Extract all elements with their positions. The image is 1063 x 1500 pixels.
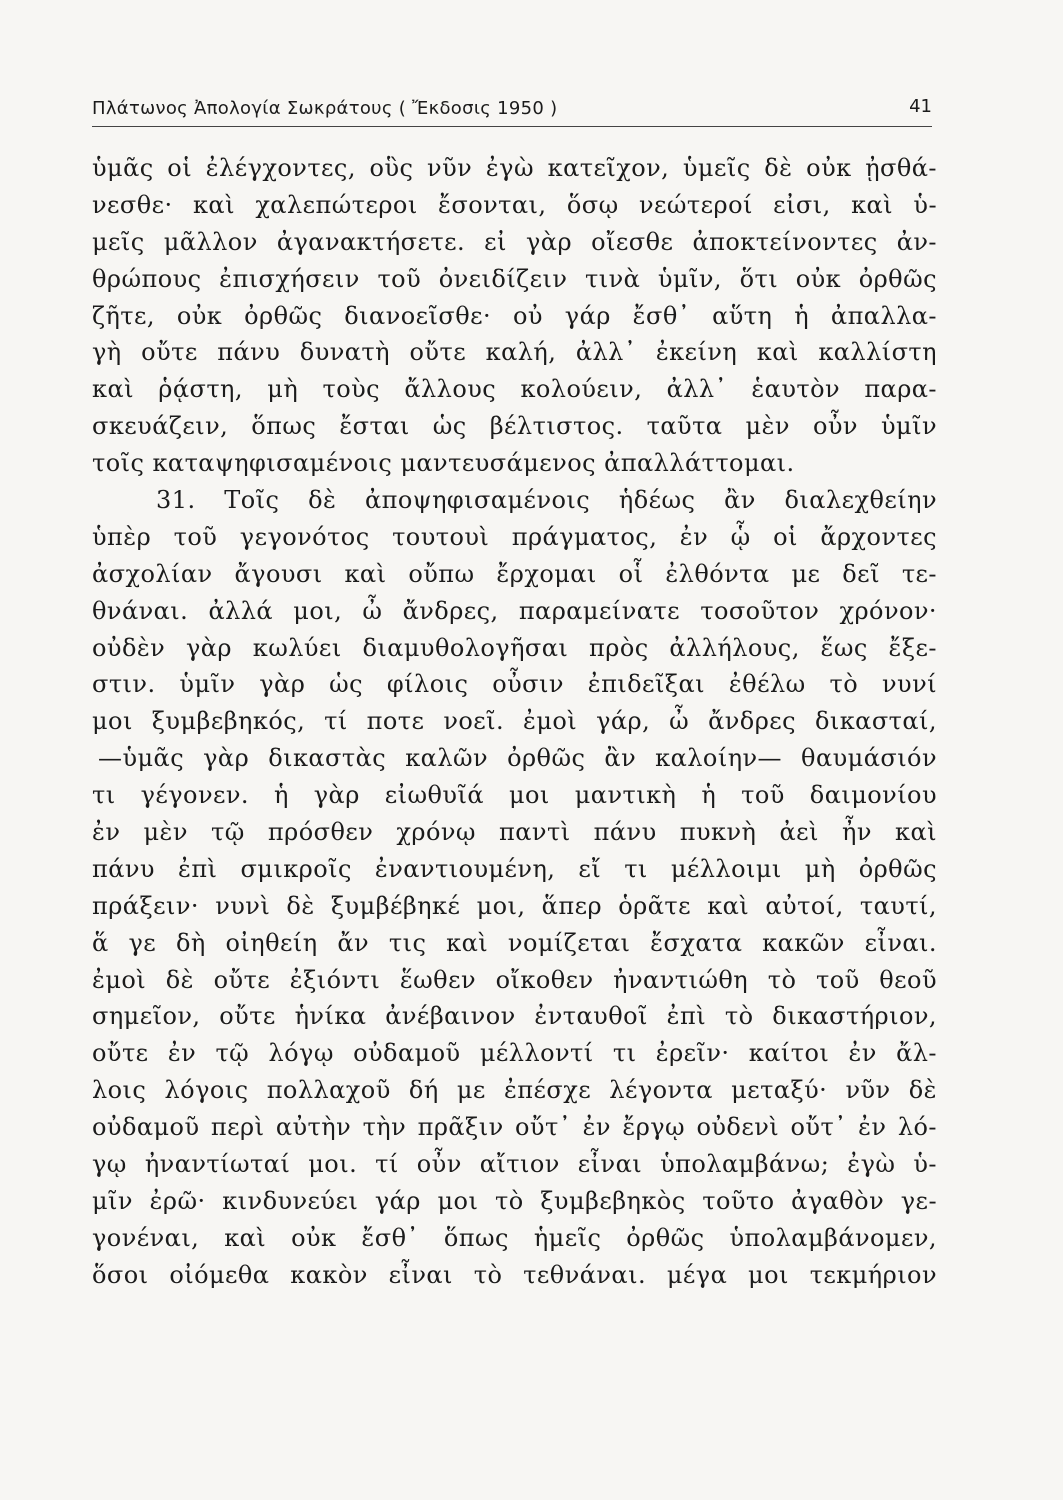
text-line: ἅ γε δὴ οἰηθείη ἄν τις καὶ νομίζεται ἔσχατα κακῶν εἶναι. [92, 928, 937, 957]
text-line: ἀσχολίαν ἄγουσι καὶ οὔπω ἔρχομαι οἷ ἐλθόντα με δεῖ τε- [92, 559, 937, 588]
header-rule [92, 126, 932, 127]
text-line: πάνυ ἐπὶ σμικροῖς ἐναντιουμένη, εἴ τι μέλλοιμι μὴ ὀρθῶς [92, 854, 937, 883]
text-line: μεῖς μᾶλλον ἀγανακτήσετε. εἰ γὰρ οἴεσθε ἀποκτείνοντες ἀν- [92, 227, 937, 256]
text-line: πράξειν· νυνὶ δὲ ξυμβέβηκέ μοι, ἅπερ ὁρᾶτε καὶ αὐτοί, ταυτί, [92, 891, 937, 920]
text-line: νεσθε· καὶ χαλεπώτεροι ἔσονται, ὅσῳ νεώτεροί εἰσι, καὶ ὑ- [92, 190, 937, 219]
text-line: σημεῖον, οὔτε ἡνίκα ἀνέβαινον ἐνταυθοῖ ἐπὶ τὸ δικαστήριον, [92, 1002, 937, 1031]
text-line: μοι ξυμβεβηκός, τί ποτε νοεῖ. ἐμοὶ γάρ, ὦ ἄνδρες δικασταί, [92, 707, 937, 736]
text-line: τοῖς καταψηφισαμένοις μαντευσάμενος ἀπαλλάττομαι. [92, 449, 795, 478]
page-number: 41 [909, 96, 932, 117]
text-line: καὶ ῥᾴστη, μὴ τοὺς ἄλλους κολούειν, ἀλλ᾽ ἑαυτὸν παρα- [92, 375, 937, 404]
text-line: —ὑμᾶς γὰρ δικαστὰς καλῶν ὀρθῶς ἂν καλοίην— θαυμάσιόν [98, 744, 937, 773]
text-line: οὐδαμοῦ περὶ αὐτὴν τὴν πρᾶξιν οὔτ᾽ ἐν ἔργῳ οὐδενὶ οὔτ᾽ ἐν λό- [92, 1113, 937, 1142]
text-line: σκευάζειν, ὅπως ἔσται ὡς βέλτιστος. ταῦτα μὲν οὖν ὑμῖν [92, 412, 937, 441]
text-line: 31. Τοῖς δὲ ἀποψηφισαμένοις ἡδέως ἂν διαλεχθείην [156, 486, 937, 515]
text-line: ὑμᾶς οἱ ἐλέγχοντες, οὓς νῦν ἐγὼ κατεῖχον, ὑμεῖς δὲ οὐκ ᾐσθά- [92, 154, 937, 182]
text-line: ὑπὲρ τοῦ γεγονότος τουτουὶ πράγματος, ἐν ᾧ οἱ ἄρχοντες [92, 522, 937, 551]
body-text [92, 150, 937, 1294]
text-line: ἐμοὶ δὲ οὔτε ἐξιόντι ἕωθεν οἴκοθεν ἠναντιώθη τὸ τοῦ θεοῦ [92, 965, 937, 994]
text-line: γὴ οὔτε πάνυ δυνατὴ οὔτε καλή, ἀλλ᾽ ἐκείνη καὶ καλλίστη [92, 338, 937, 367]
text-line: λοις λόγοις πολλαχοῦ δή με ἐπέσχε λέγοντα μεταξύ· νῦν δὲ [92, 1076, 937, 1105]
text-line: τι γέγονεν. ἡ γὰρ εἰωθυῖά μοι μαντικὴ ἡ τοῦ δαιμονίου [92, 781, 937, 810]
text-line: θνάναι. ἀλλά μοι, ὦ ἄνδρες, παραμείνατε τοσοῦτον χρόνον· [92, 596, 937, 625]
text-line: οὐδὲν γὰρ κωλύει διαμυθολογῆσαι πρὸς ἀλλήλους, ἕως ἔξε- [92, 633, 937, 662]
running-head [92, 92, 932, 132]
text-line: ζῆτε, οὐκ ὀρθῶς διανοεῖσθε· οὐ γάρ ἔσθ᾽ αὕτη ἡ ἀπαλλα- [92, 301, 937, 330]
text-line: ἐν μὲν τῷ πρόσθεν χρόνῳ παντὶ πάνυ πυκνὴ ἀεὶ ἦν καὶ [92, 818, 937, 847]
running-title: Πλάτωνος Ἀπολογία Σωκράτους ( Ἔκδοσις 1950 ) [92, 98, 558, 119]
text-line: οὔτε ἐν τῷ λόγῳ οὐδαμοῦ μέλλοντί τι ἐρεῖν· καίτοι ἐν ἄλ- [92, 1039, 937, 1068]
text-line: ὅσοι οἰόμεθα κακὸν εἶναι τὸ τεθνάναι. μέγα μοι τεκμήριον [92, 1260, 937, 1289]
text-line: γονέναι, καὶ οὐκ ἔσθ᾽ ὅπως ἡμεῖς ὀρθῶς ὑπολαμβάνομεν, [92, 1223, 937, 1252]
text-line: μῖν ἐρῶ· κινδυνεύει γάρ μοι τὸ ξυμβεβηκὸς τοῦτο ἀγαθὸν γε- [92, 1186, 937, 1215]
text-line: στιν. ὑμῖν γὰρ ὡς φίλοις οὖσιν ἐπιδεῖξαι ἐθέλω τὸ νυνί [92, 670, 937, 699]
text-line: θρώπους ἐπισχήσειν τοῦ ὀνειδίζειν τινὰ ὑμῖν, ὅτι οὐκ ὀρθῶς [92, 264, 937, 293]
text-line: γῳ ἠναντίωταί μοι. τί οὖν αἴτιον εἶναι ὑπολαμβάνω; ἐγὼ ὑ- [92, 1150, 937, 1179]
